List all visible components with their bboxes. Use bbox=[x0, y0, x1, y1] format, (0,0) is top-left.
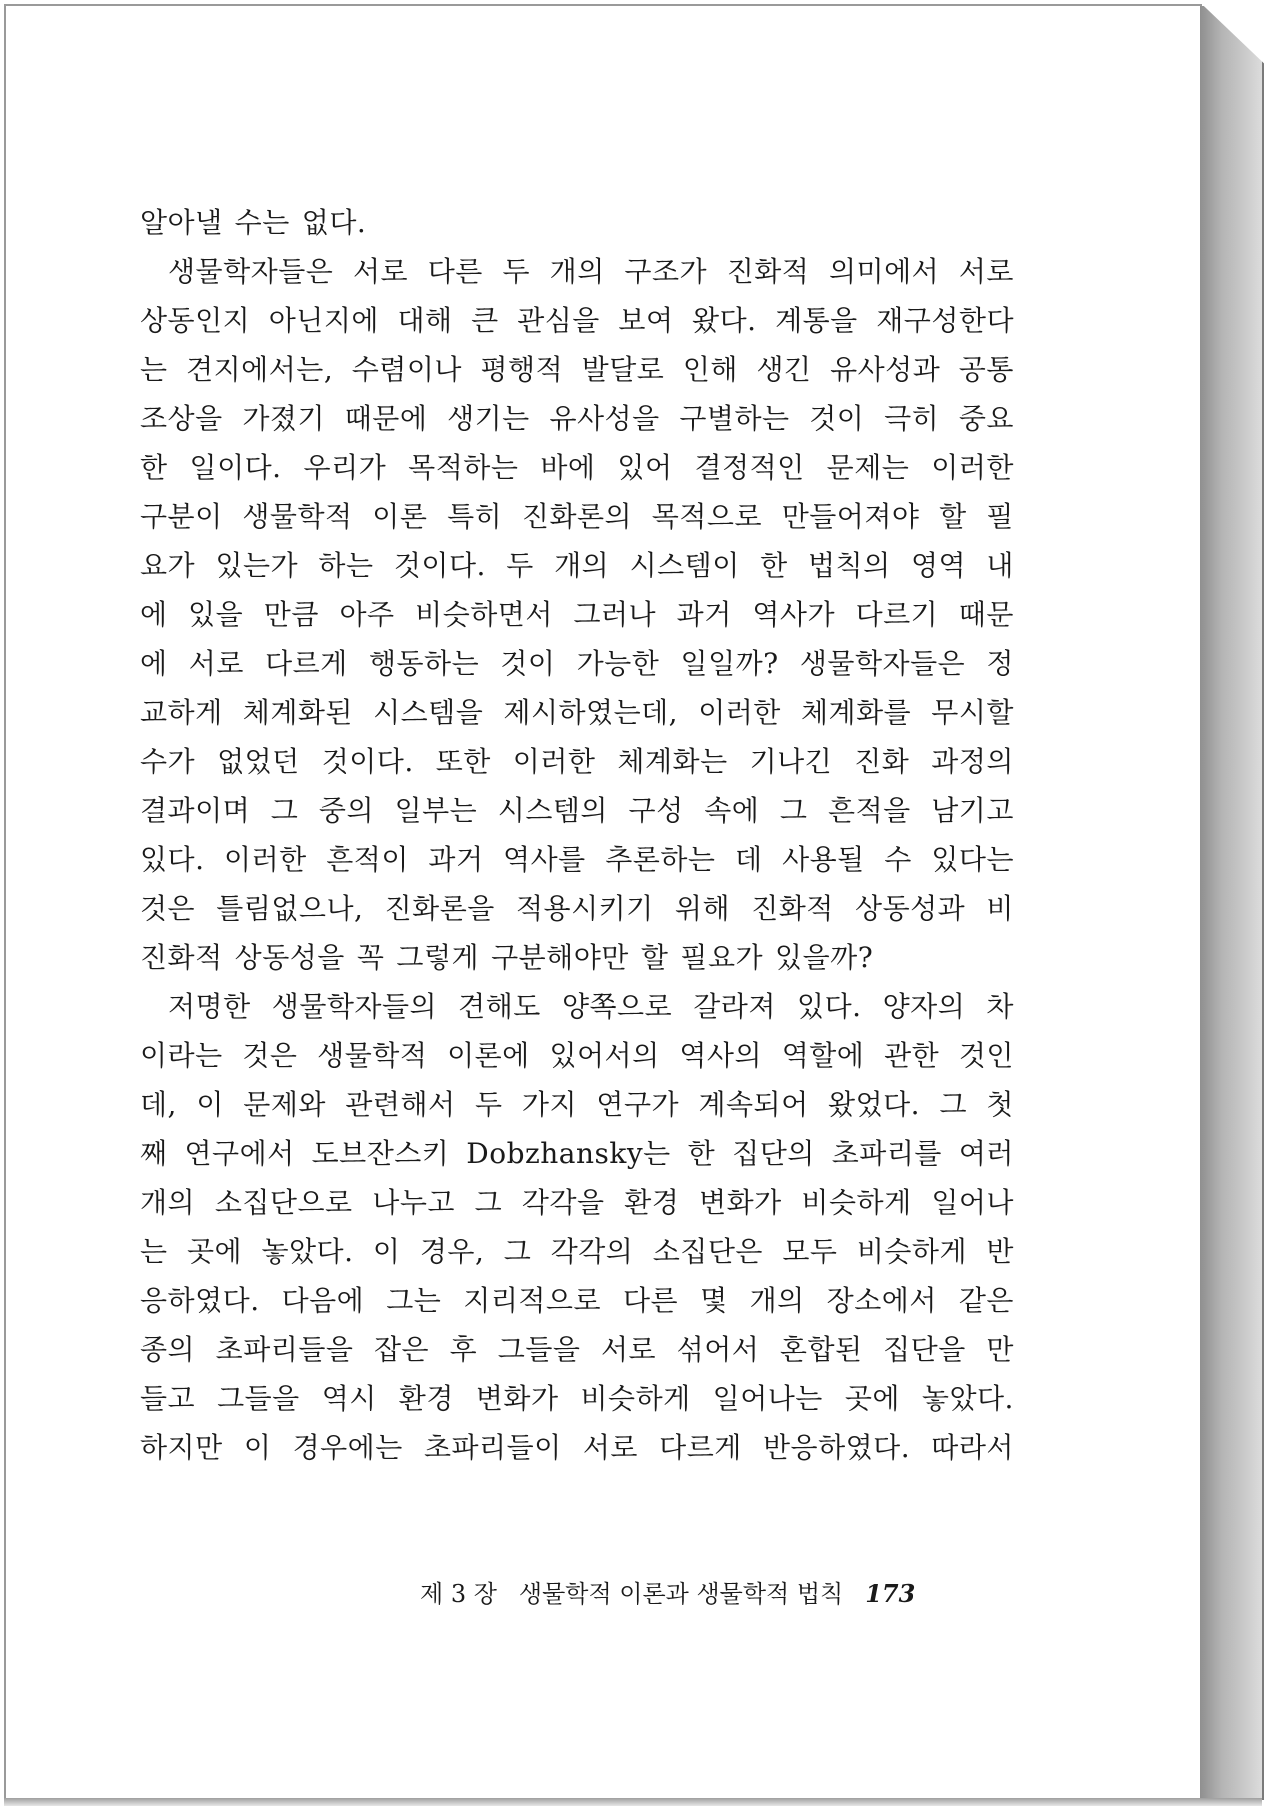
word: 진화 bbox=[854, 745, 910, 778]
word: 공통 bbox=[958, 353, 1014, 386]
word: 경우, bbox=[419, 1235, 485, 1268]
word: 환경 bbox=[398, 1382, 454, 1415]
word: 꼭 bbox=[356, 941, 385, 974]
word: 남기고 bbox=[931, 794, 1014, 827]
word: 견지에서는, bbox=[186, 353, 334, 386]
word: 문제는 bbox=[826, 451, 910, 484]
word: 것이다. bbox=[393, 549, 486, 582]
word: 요가 bbox=[140, 549, 196, 582]
word: 영역 bbox=[910, 549, 967, 582]
word: 혼합된 bbox=[779, 1333, 863, 1366]
word: 발달로 bbox=[581, 353, 665, 386]
word: 이론에 bbox=[447, 1039, 530, 1072]
word: 그들을 bbox=[497, 1333, 581, 1366]
text-line bbox=[140, 1031, 1014, 1080]
text-line bbox=[140, 1129, 1014, 1178]
word: 필요가 bbox=[680, 941, 764, 974]
word: 만 bbox=[986, 1333, 1014, 1366]
word: 그 bbox=[939, 1088, 968, 1121]
word: 일어나 bbox=[931, 1186, 1014, 1219]
word: 할 bbox=[939, 500, 967, 533]
word: 따라서 bbox=[931, 1431, 1014, 1464]
word: 데, bbox=[140, 1088, 177, 1121]
word: 소집단은 bbox=[652, 1235, 763, 1268]
word: 없었던 bbox=[217, 745, 300, 778]
word: 갈라져 bbox=[693, 990, 776, 1023]
word: 하는 bbox=[318, 549, 374, 582]
word: 결과이며 bbox=[140, 794, 251, 827]
word: 아닌지에 bbox=[268, 304, 379, 337]
word: 집단의 bbox=[732, 1137, 815, 1170]
word: 이라는 bbox=[140, 1039, 223, 1072]
word: 각각의 bbox=[550, 1235, 634, 1268]
text-line bbox=[140, 1276, 1014, 1325]
word: 두 bbox=[502, 255, 530, 288]
word: 것이다. bbox=[321, 745, 414, 778]
word: 진화론을 bbox=[384, 892, 495, 925]
word: 구성 bbox=[628, 794, 684, 827]
word: 과정의 bbox=[931, 745, 1014, 778]
word: 변화가 bbox=[699, 1186, 782, 1219]
word: 다른 bbox=[427, 255, 483, 288]
word: 구별하는 bbox=[679, 402, 790, 435]
word: 그들을 bbox=[217, 1382, 300, 1415]
word: 양쪽으로 bbox=[561, 990, 673, 1023]
word: 계속되어 bbox=[698, 1088, 809, 1121]
word: 만큼 bbox=[263, 598, 319, 631]
word: 흔적이 bbox=[326, 843, 409, 876]
word: 있는가 bbox=[215, 549, 299, 582]
word: 진화론의 bbox=[521, 500, 633, 533]
word: 시스템의 bbox=[497, 794, 608, 827]
word: 초파리들을 bbox=[215, 1333, 354, 1366]
word: 수렴이나 bbox=[351, 353, 462, 386]
word: 필 bbox=[986, 500, 1014, 533]
word: 그는 bbox=[386, 1284, 442, 1317]
word: 관련해서 bbox=[345, 1088, 456, 1121]
word: 반응하였다. bbox=[762, 1431, 911, 1464]
word: 들고 bbox=[140, 1382, 196, 1415]
text-line bbox=[140, 443, 1014, 492]
word: 차 bbox=[986, 990, 1014, 1023]
word: 개의 bbox=[140, 1186, 196, 1219]
body-text bbox=[140, 198, 1014, 1472]
word: 특히 bbox=[447, 500, 503, 533]
word: 진화적 bbox=[140, 941, 223, 974]
word: 에 bbox=[140, 598, 168, 631]
word: 극히 bbox=[884, 402, 940, 435]
word: 평행적 bbox=[480, 353, 564, 386]
word: 집단을 bbox=[883, 1333, 966, 1366]
word: 속에 bbox=[704, 794, 760, 827]
text-line bbox=[140, 688, 1014, 737]
text-line bbox=[140, 1080, 1014, 1129]
word: 가지 bbox=[521, 1088, 577, 1121]
word: 정 bbox=[986, 647, 1014, 680]
word: 재구성한다 bbox=[876, 304, 1014, 337]
word: 그렇게 bbox=[396, 941, 480, 974]
word: 서로 bbox=[352, 255, 409, 288]
text-line bbox=[140, 541, 1014, 590]
word: 생물학자들은 bbox=[799, 647, 966, 680]
word: 같은 bbox=[958, 1284, 1014, 1317]
word: 진화적 bbox=[751, 892, 834, 925]
word: 양자의 bbox=[882, 990, 966, 1023]
word: 비슷하면서 bbox=[415, 598, 553, 631]
running-footer bbox=[420, 1574, 980, 1609]
word: 상동성을 bbox=[234, 941, 345, 974]
word: 있어서의 bbox=[549, 1039, 660, 1072]
word: 역할에 bbox=[781, 1039, 865, 1072]
text-line bbox=[140, 786, 1014, 835]
word: 째 bbox=[140, 1137, 168, 1170]
word: 또한 bbox=[435, 745, 491, 778]
word: 있다는 bbox=[931, 843, 1014, 876]
word: 여러 bbox=[958, 1137, 1014, 1170]
word: 생기는 bbox=[447, 402, 530, 435]
word: 나누고 bbox=[372, 1186, 455, 1219]
word: 다르게 bbox=[265, 647, 348, 680]
word: 놓았다. bbox=[921, 1382, 1014, 1415]
word: 목적으로 bbox=[651, 500, 762, 533]
word: 저명한 bbox=[168, 990, 251, 1023]
word: 유사성을 bbox=[549, 402, 660, 435]
word: 있을 bbox=[188, 598, 244, 631]
word: 그 bbox=[779, 794, 808, 827]
word: 이러한 bbox=[931, 451, 1014, 484]
word: 서로 bbox=[958, 255, 1014, 288]
word: 생물학자들은 bbox=[168, 255, 334, 288]
text-line bbox=[140, 982, 1014, 1031]
word: 위해 bbox=[674, 892, 731, 925]
word: 데 bbox=[734, 843, 763, 876]
footer-chapter: 제 3 장 bbox=[420, 1580, 497, 1608]
word: 는 bbox=[140, 353, 168, 386]
word: 가능한 bbox=[576, 647, 660, 680]
word: 두 bbox=[506, 549, 534, 582]
word: 시스템을 bbox=[373, 696, 484, 729]
word: 비 bbox=[986, 892, 1014, 925]
word: 개의 bbox=[549, 255, 605, 288]
word: 할 bbox=[640, 941, 669, 974]
word: 있다. bbox=[797, 990, 862, 1023]
text-line bbox=[140, 394, 1014, 443]
word: 이러한 bbox=[224, 843, 307, 876]
word: 생물학적 bbox=[242, 500, 353, 533]
word: 장소에서 bbox=[826, 1284, 937, 1317]
word: 체계화는 bbox=[617, 745, 728, 778]
word: 추론하는 bbox=[605, 843, 716, 876]
word: 때문 bbox=[958, 598, 1014, 631]
word: 대해 bbox=[397, 304, 453, 337]
word: 큰 bbox=[471, 304, 499, 337]
text-line bbox=[140, 492, 1014, 541]
word: 것은 bbox=[242, 1039, 298, 1072]
word: 개의 bbox=[554, 549, 610, 582]
text-line bbox=[140, 835, 1014, 884]
word: 그 bbox=[474, 1186, 503, 1219]
word: Dobzhansky는 bbox=[466, 1137, 671, 1170]
text-line bbox=[140, 1374, 1014, 1423]
word: 있어 bbox=[617, 451, 673, 484]
word: 때문에 bbox=[344, 402, 428, 435]
word: 있을까? bbox=[775, 941, 874, 974]
word: 지리적으로 bbox=[463, 1284, 602, 1317]
word: 있다. bbox=[140, 843, 205, 876]
word: 틀림없으나, bbox=[216, 892, 364, 925]
word: 경우에는 bbox=[292, 1431, 403, 1464]
word: 역시 bbox=[321, 1382, 377, 1415]
word: 구분이 bbox=[140, 500, 223, 533]
word: 이 bbox=[372, 1235, 401, 1268]
text-line bbox=[140, 296, 1014, 345]
word: 제시하였는데, bbox=[503, 696, 679, 729]
word: 시스템이 bbox=[629, 549, 740, 582]
word: 흔적을 bbox=[828, 794, 911, 827]
word: 체계화를 bbox=[800, 696, 912, 729]
word: 문제와 bbox=[243, 1088, 326, 1121]
word: 일일까? bbox=[680, 647, 779, 680]
word: 다르기 bbox=[855, 598, 939, 631]
footer-title: 생물학적 이론과 생물학적 법칙 bbox=[518, 1580, 844, 1608]
word: 역사의 bbox=[679, 1039, 762, 1072]
text-line bbox=[140, 639, 1014, 688]
word: 일부는 bbox=[394, 794, 478, 827]
word: 진화적 bbox=[726, 255, 810, 288]
word: 종의 bbox=[140, 1333, 196, 1366]
word: 기나긴 bbox=[749, 745, 833, 778]
word: 왔다. bbox=[692, 304, 757, 337]
word: 첫 bbox=[986, 1088, 1014, 1121]
word: 놓았다. bbox=[261, 1235, 354, 1268]
word: 연구가 bbox=[596, 1088, 680, 1121]
word: 아주 bbox=[339, 598, 395, 631]
text-line bbox=[140, 198, 1014, 247]
word: 섞어서 bbox=[676, 1333, 760, 1366]
text-line bbox=[140, 1423, 1014, 1472]
word: 서로 bbox=[582, 1431, 638, 1464]
text-line bbox=[140, 884, 1014, 933]
word: 비슷하게 bbox=[856, 1235, 968, 1268]
word: 없다. bbox=[301, 206, 367, 239]
word: 역사를 bbox=[503, 843, 586, 876]
word: 반 bbox=[986, 1235, 1014, 1268]
word: 잡은 bbox=[373, 1333, 430, 1366]
word: 수가 bbox=[140, 745, 196, 778]
word: 이 bbox=[243, 1431, 272, 1464]
word: 변화가 bbox=[475, 1382, 559, 1415]
word: 비슷하게 bbox=[801, 1186, 912, 1219]
word: 상동성과 bbox=[855, 892, 966, 925]
word: 도브잔스키 bbox=[311, 1137, 450, 1170]
word: 의미에서 bbox=[828, 255, 940, 288]
word: 무시할 bbox=[931, 696, 1014, 729]
word: 행동하는 bbox=[368, 647, 480, 680]
word: 교하게 bbox=[140, 696, 223, 729]
word: 과거 bbox=[428, 843, 484, 876]
word: 수 bbox=[884, 843, 912, 876]
word: 모두 bbox=[782, 1235, 838, 1268]
text-line bbox=[140, 1325, 1014, 1374]
word: 만들어져야 bbox=[781, 500, 920, 533]
word: 것이 bbox=[809, 402, 865, 435]
word: 이러한 bbox=[512, 745, 596, 778]
word: 한 bbox=[140, 451, 168, 484]
word: 체계화된 bbox=[242, 696, 353, 729]
word: 관심을 bbox=[517, 304, 600, 337]
word: 생긴 bbox=[756, 353, 812, 386]
word: 다른 bbox=[622, 1284, 679, 1317]
word: 사용될 bbox=[782, 843, 865, 876]
word: 견해도 bbox=[458, 990, 541, 1023]
word: 그 bbox=[270, 794, 299, 827]
word: 그 bbox=[503, 1235, 532, 1268]
word: 중요 bbox=[958, 402, 1014, 435]
word: 알아낼 bbox=[140, 206, 223, 239]
word: 서로 bbox=[601, 1333, 657, 1366]
word: 두 bbox=[474, 1088, 503, 1121]
word: 가졌기 bbox=[242, 402, 326, 435]
word: 서로 bbox=[188, 647, 244, 680]
word: 관한 bbox=[884, 1039, 940, 1072]
word: 보여 bbox=[618, 304, 674, 337]
word: 곳에 bbox=[186, 1235, 243, 1268]
text-line bbox=[140, 345, 1014, 394]
word: 중의 bbox=[318, 794, 374, 827]
word: 수는 bbox=[234, 206, 290, 239]
word: 인해 bbox=[682, 353, 738, 386]
word: 다르게 bbox=[659, 1431, 742, 1464]
word: 결정적인 bbox=[694, 451, 805, 484]
word: 역사가 bbox=[752, 598, 835, 631]
word: 일어나는 bbox=[712, 1382, 823, 1415]
word: 환경 bbox=[624, 1186, 680, 1219]
word: 계통을 bbox=[775, 304, 858, 337]
word: 생물학자들의 bbox=[271, 990, 438, 1023]
text-line bbox=[140, 933, 1014, 982]
word: 유사성과 bbox=[830, 353, 941, 386]
word: 는 bbox=[140, 1235, 168, 1268]
word: 하지만 bbox=[140, 1431, 223, 1464]
text-line bbox=[140, 737, 1014, 786]
word: 소집단으로 bbox=[214, 1186, 353, 1219]
word: 다음에 bbox=[281, 1284, 365, 1317]
word: 과거 bbox=[676, 598, 732, 631]
word: 이러한 bbox=[698, 696, 781, 729]
text-line bbox=[140, 1178, 1014, 1227]
text-line bbox=[140, 247, 1014, 296]
page-bottom-shadow bbox=[4, 1798, 1262, 1806]
text-line bbox=[140, 590, 1014, 639]
word: 생물학적 bbox=[317, 1039, 428, 1072]
word: 한 bbox=[760, 549, 788, 582]
word: 그러나 bbox=[573, 598, 657, 631]
word: 에 bbox=[140, 647, 168, 680]
word: 것이 bbox=[500, 647, 556, 680]
word: 바에 bbox=[540, 451, 596, 484]
word: 곳에 bbox=[844, 1382, 900, 1415]
word: 초파리들이 bbox=[423, 1431, 562, 1464]
word: 것인 bbox=[958, 1039, 1014, 1072]
word: 몇 bbox=[700, 1284, 728, 1317]
word: 우리가 bbox=[303, 451, 387, 484]
word: 비슷하게 bbox=[580, 1382, 691, 1415]
word: 구분해야만 bbox=[491, 941, 629, 974]
word: 이 bbox=[196, 1088, 224, 1121]
word: 후 bbox=[449, 1333, 478, 1366]
word: 한 bbox=[687, 1137, 716, 1170]
word: 조상을 bbox=[140, 402, 223, 435]
word: 이론 bbox=[372, 500, 428, 533]
word: 개의 bbox=[749, 1284, 805, 1317]
word: 왔었다. bbox=[828, 1088, 921, 1121]
word: 목적하는 bbox=[408, 451, 519, 484]
page-edge-shadow bbox=[1200, 6, 1264, 1800]
word: 일이다. bbox=[189, 451, 282, 484]
word: 상동인지 bbox=[140, 304, 251, 337]
word: 응하였다. bbox=[140, 1284, 260, 1317]
word: 내 bbox=[986, 549, 1014, 582]
word: 각각을 bbox=[521, 1186, 605, 1219]
word: 것은 bbox=[140, 892, 196, 925]
page-number: 173 bbox=[865, 1579, 916, 1608]
text-line bbox=[140, 1227, 1014, 1276]
word: 구조가 bbox=[624, 255, 708, 288]
word: 법칙의 bbox=[807, 549, 891, 582]
word: 적용시키기 bbox=[515, 892, 654, 925]
word: 초파리를 bbox=[831, 1137, 942, 1170]
word: 연구에서 bbox=[184, 1137, 295, 1170]
